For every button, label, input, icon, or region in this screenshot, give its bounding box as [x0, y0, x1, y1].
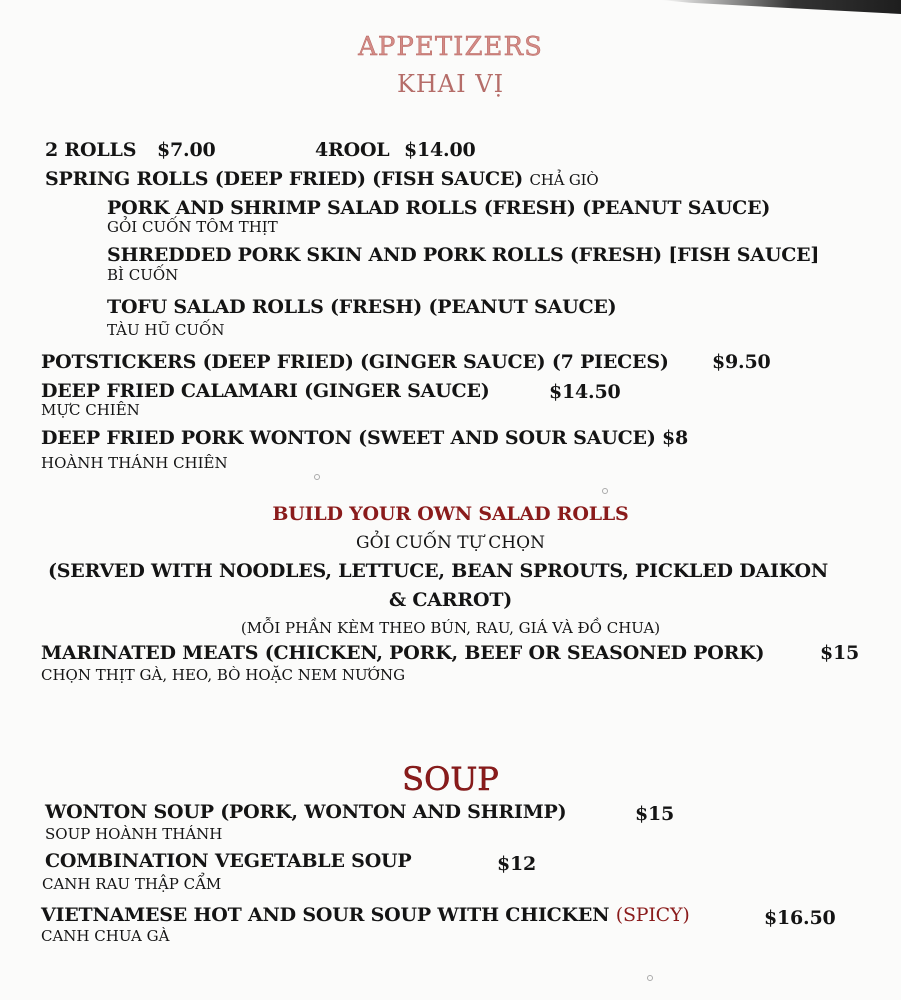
- marinated-meats-viet: CHỌN THỊT GÀ, HEO, BÒ HOẶC NEM NƯỚNG: [41, 666, 406, 684]
- vegetable-soup-name: COMBINATION VEGETABLE SOUP: [45, 850, 412, 872]
- spring-rolls-viet: CHẢ GIÒ: [529, 171, 599, 189]
- wonton-soup-price: $15: [635, 803, 675, 825]
- pork-shrimp-rolls-viet: GỎI CUỐN TÔM THỊT: [107, 218, 278, 236]
- spicy-tag: (SPICY): [615, 904, 690, 926]
- calamari-name: DEEP FRIED CALAMARI (GINGER SAUCE): [41, 380, 490, 402]
- pork-skin-rolls-viet: BÌ CUỐN: [107, 266, 179, 284]
- paper-speck: [314, 474, 320, 480]
- marinated-meats-price: $15: [820, 642, 860, 664]
- hot-sour-soup-row: [41, 906, 690, 925]
- pork-wonton-name: DEEP FRIED PORK WONTON (SWEET AND SOUR SAUCE) $8: [41, 427, 689, 449]
- appetizers-subtitle: KHAI VỊ: [396, 70, 505, 98]
- potstickers-name: POTSTICKERS (DEEP FRIED) (GINGER SAUCE) (7 PIECES): [41, 351, 669, 373]
- hot-sour-soup-price: $16.50: [764, 907, 836, 929]
- rolls-4-price: $14.00: [404, 139, 476, 161]
- menu-item-name: [45, 170, 598, 189]
- salad-rolls-served-line2: & CARROT): [388, 589, 513, 611]
- calamari-viet: MỰC CHIÊN: [41, 401, 140, 419]
- marinated-meats-name: MARINATED MEATS (CHICKEN, PORK, BEEF OR SEASONED PORK): [41, 642, 765, 664]
- paper-speck: [602, 488, 608, 494]
- potstickers-price: $9.50: [712, 351, 771, 373]
- salad-rolls-served-line1: (SERVED WITH NOODLES, LETTUCE, BEAN SPROUTS, PICKLED DAIKON: [48, 560, 829, 582]
- calamari-price: $14.50: [549, 381, 621, 403]
- salad-rolls-title: BUILD YOUR OWN SALAD ROLLS: [272, 503, 629, 525]
- hot-sour-soup-name: VIETNAMESE HOT AND SOUR SOUP WITH CHICKEN: [41, 904, 610, 926]
- soup-title: SOUP: [402, 760, 499, 798]
- tofu-rolls-name: TOFU SALAD ROLLS (FRESH) (PEANUT SAUCE): [107, 296, 617, 318]
- paper-speck: [647, 975, 653, 981]
- rolls-2-label: 2 ROLLS: [45, 139, 137, 161]
- pork-shrimp-rolls-name: PORK AND SHRIMP SALAD ROLLS (FRESH) (PEANUT SAUCE): [107, 197, 771, 219]
- appetizers-title: APPETIZERS: [358, 32, 543, 62]
- spring-rolls-name: SPRING ROLLS (DEEP FRIED) (FISH SAUCE): [45, 168, 524, 190]
- hot-sour-soup-viet: CANH CHUA GÀ: [41, 927, 170, 945]
- rolls-4-label: 4ROOL: [315, 139, 390, 161]
- wonton-soup-name: WONTON SOUP (PORK, WONTON AND SHRIMP): [45, 801, 567, 823]
- pork-wonton-viet: HOÀNH THÁNH CHIÊN: [41, 454, 228, 472]
- pork-skin-rolls-name: SHREDDED PORK SKIN AND PORK ROLLS (FRESH) [FISH SAUCE]: [107, 244, 820, 266]
- vegetable-soup-viet: CANH RAU THẬP CẨM: [42, 875, 222, 893]
- salad-rolls-subtitle: GỎI CUỐN TỰ CHỌN: [356, 533, 545, 553]
- scan-corner-shadow: [661, 0, 901, 14]
- vegetable-soup-price: $12: [497, 853, 537, 875]
- rolls-2-price: $7.00: [157, 139, 216, 161]
- salad-rolls-served-viet: (MỖI PHẦN KÈM THEO BÚN, RAU, GIÁ VÀ ĐỒ CHUA): [240, 619, 661, 637]
- wonton-soup-viet: SOUP HOÀNH THÁNH: [45, 825, 223, 843]
- tofu-rolls-viet: TÀU HŨ CUỐN: [107, 321, 225, 339]
